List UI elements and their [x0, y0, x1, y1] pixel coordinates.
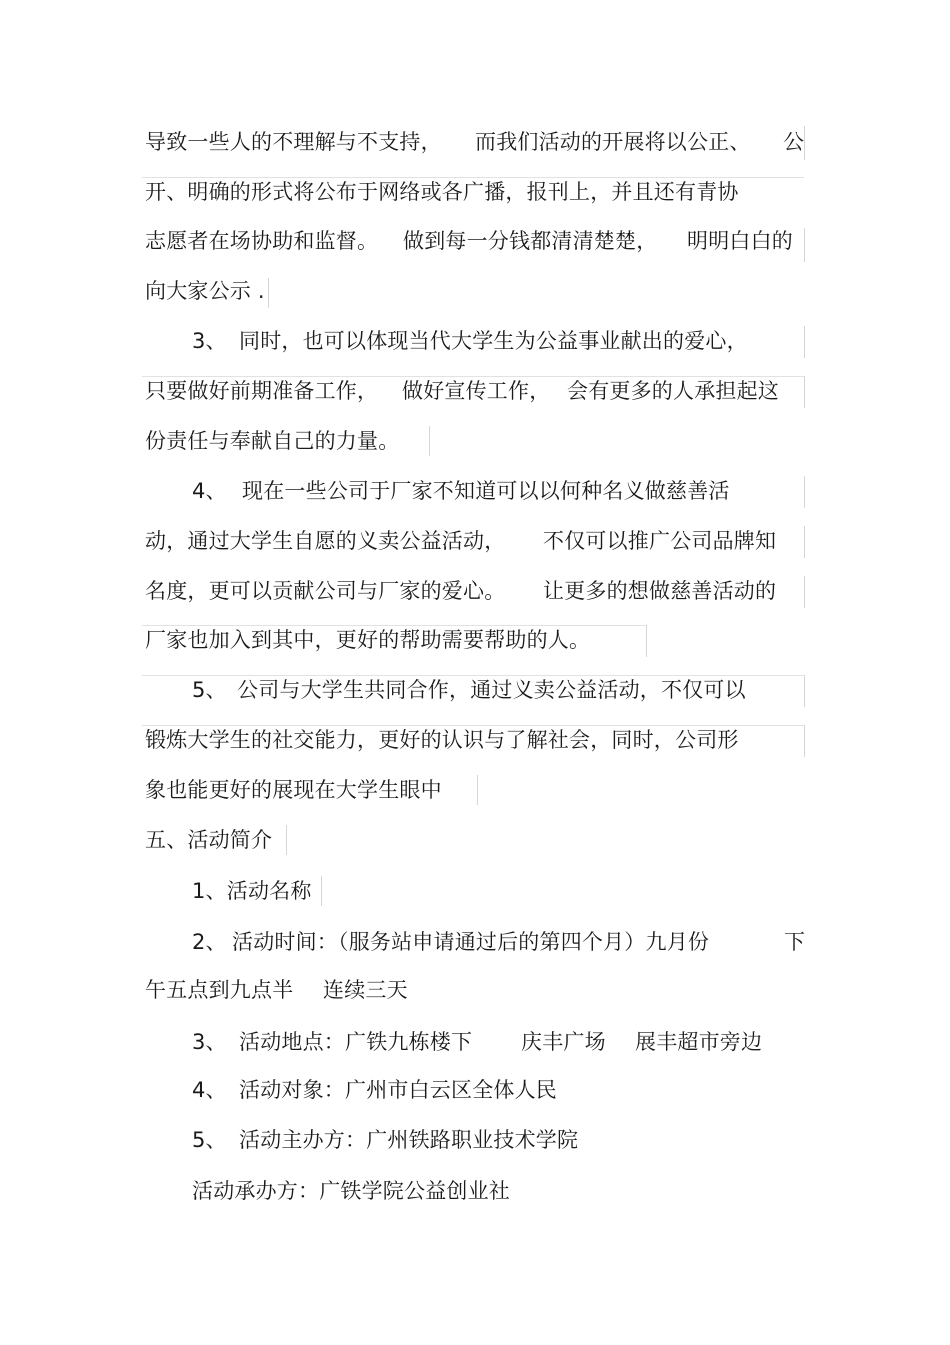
text-fragment: 做好宣传工作， [402, 379, 551, 403]
cell-border [804, 376, 805, 408]
text-fragment: 活动时间：（服务站申请通过后的第四个月）九月份 [232, 930, 710, 954]
text-line [145, 972, 545, 1008]
item-number: 5、 [192, 678, 227, 702]
item-number: 4、 [192, 1078, 227, 1102]
text-line [145, 223, 805, 259]
text-fragment: 名度，更可以贡献公司与厂家的爱心。 [145, 579, 506, 603]
text-fragment: 活动地点：广铁九栋楼下 [239, 1030, 473, 1054]
text-fragment: 活动对象：广州市白云区全体人民 [239, 1078, 557, 1102]
cell-border [142, 625, 646, 626]
cell-border [804, 126, 805, 160]
text-line: 活动承办方：广铁学院公益创业社 [192, 1179, 510, 1203]
text-fragment: 同时，也可以体现当代大学生为公益事业献出的爱心， [239, 329, 748, 353]
text-fragment: 做到每一分钱都清清楚楚， [403, 229, 658, 253]
cell-border [142, 177, 804, 178]
item-number: 3、 [192, 1030, 227, 1054]
cell-border [804, 526, 805, 558]
text-fragment: 午五点到九点半 [145, 978, 294, 1002]
text-fragment: 动，通过大学生自愿的义卖公益活动， [145, 529, 506, 553]
item-number: 2、 [192, 930, 227, 954]
text-line [145, 573, 805, 609]
text-line [192, 323, 812, 359]
text-line [192, 1072, 692, 1108]
item-number: 3、 [192, 329, 227, 353]
text-line [145, 523, 805, 559]
text-fragment: 志愿者在场协助和监督。 [145, 229, 379, 253]
text-line [192, 1122, 692, 1158]
text-fragment: 而我们活动的开展将以公正、 [475, 130, 751, 154]
cell-border [804, 228, 805, 262]
text-fragment: 展丰超市旁边 [635, 1030, 763, 1054]
item-number: 4、 [192, 479, 227, 503]
text-fragment: 只要做好前期准备工作， [145, 379, 379, 403]
text-line [192, 1024, 812, 1060]
text-fragment: 下 [784, 930, 806, 954]
cell-border [804, 326, 805, 358]
item-number: 5、 [192, 1128, 227, 1152]
text-fragment: 连续三天 [323, 978, 408, 1002]
text-fragment: 明明白白的 [687, 229, 793, 253]
cell-border [142, 376, 804, 377]
cell-border [286, 825, 287, 855]
text-line: 份责任与奉献自己的力量。 [145, 429, 400, 453]
text-line [145, 124, 805, 160]
text-line [192, 924, 807, 960]
text-fragment: 会有更多的人承担起这 [567, 379, 779, 403]
text-line: 向大家公示 . [145, 279, 265, 303]
section-heading: 五、活动简介 [145, 828, 273, 852]
cell-border [646, 625, 647, 657]
cell-border [321, 876, 322, 906]
text-fragment: 现在一些公司于厂家不知道可以以何种名义做慈善活 [242, 479, 730, 503]
cell-border [804, 725, 805, 757]
cell-border [142, 725, 804, 726]
text-fragment: 让更多的想做慈善活动的 [543, 579, 777, 603]
cell-border [429, 426, 430, 456]
cell-border [804, 675, 805, 707]
text-fragment: 不仅可以推广公司品牌知 [543, 529, 777, 553]
cell-border [268, 278, 269, 308]
text-line [145, 373, 805, 409]
text-line [192, 672, 812, 708]
cell-border [804, 476, 805, 508]
text-line: 1、活动名称 [192, 879, 312, 903]
text-fragment: 活动主办方：广州铁路职业技术学院 [239, 1128, 579, 1152]
text-line: 厂家也加入到其中，更好的帮助需要帮助的人。 [145, 628, 591, 652]
text-fragment: 公 [783, 130, 805, 154]
text-line: 象也能更好的展现在大学生眼中 [145, 778, 442, 802]
cell-border [804, 576, 805, 608]
text-line [192, 473, 812, 509]
text-fragment: 庆丰广场 [521, 1030, 606, 1054]
text-line: 锻炼大学生的社交能力，更好的认识与了解社会，同时，公司形 [145, 728, 739, 752]
text-fragment: 公司与大学生共同合作，通过义卖公益活动，不仅可以 [237, 678, 746, 702]
text-line: 开、明确的形式将公布于网络或各广播，报刊上，并且还有青协 [145, 180, 739, 204]
text-fragment: 导致一些人的不理解与不支持， [145, 130, 442, 154]
cell-border [477, 775, 478, 805]
cell-border [142, 675, 804, 676]
